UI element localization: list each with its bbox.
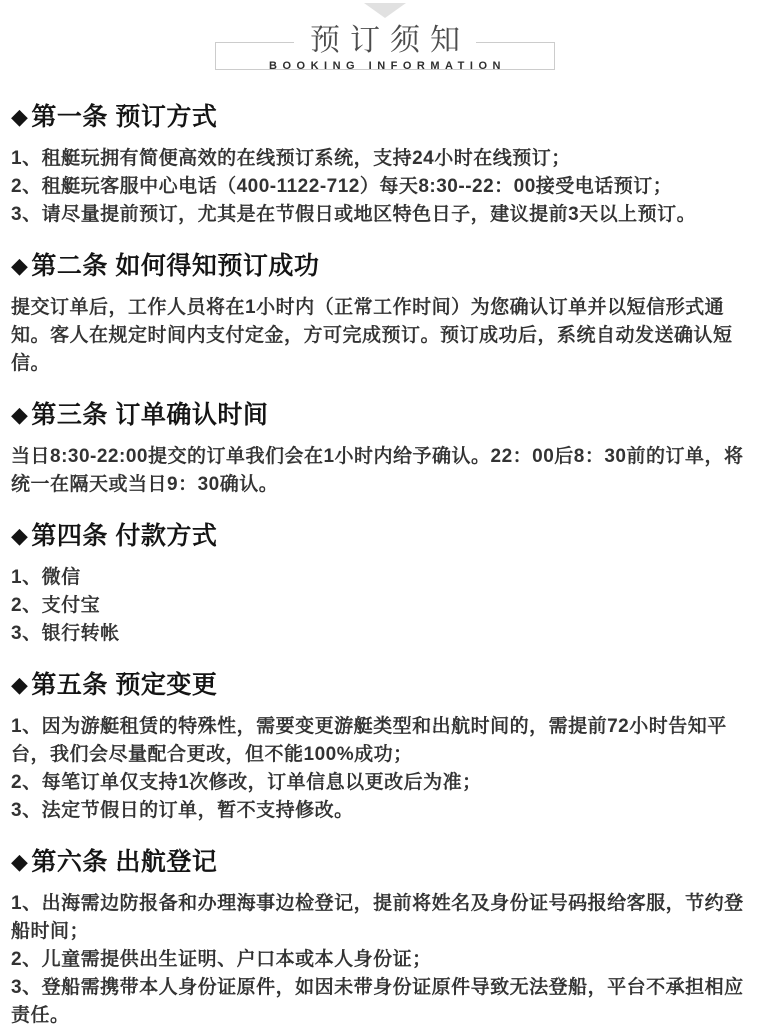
- list-item: 1、因为游艇租赁的特殊性，需要变更游艇类型和出航时间的，需提前72小时告知平台，我们会尽量配合更改，但不能100%成功；: [11, 716, 727, 765]
- section-heading-label: 第五条 预定变更: [31, 671, 218, 699]
- section-booking-change: [11, 670, 759, 825]
- list-item: 3、登船需携带本人身份证原件，如因未带身份证原件导致无法登船，平台不承担相应责任。: [11, 977, 744, 1026]
- list-item: 3、银行转帐: [11, 623, 120, 644]
- section-heading-label: 第六条 出航登记: [31, 848, 218, 876]
- paragraph: 提交订单后，工作人员将在1小时内（正常工作时间）为您确认订单并以短信形式通知。客人在规定时间内支付定金，方可完成预订。预订成功后，系统自动发送确认短信。: [11, 297, 733, 374]
- title-banner: [215, 26, 555, 76]
- list-item: 1、租艇玩拥有简便高效的在线预订系统，支持24小时在线预订；: [11, 148, 571, 169]
- section-heading: [11, 670, 759, 700]
- section-heading-label: 第三条 订单确认时间: [31, 401, 269, 429]
- section-heading: [11, 847, 759, 877]
- section-departure-registration: [11, 847, 759, 1030]
- list-item: 2、每笔订单仅支持1次修改，订单信息以更改后为准；: [11, 772, 482, 793]
- section-payment-method: [11, 521, 759, 648]
- section-heading: [11, 400, 759, 430]
- section-order-confirm-time: [11, 400, 759, 499]
- section-booking-method: [11, 102, 759, 229]
- section-heading-label: 第四条 付款方式: [31, 522, 218, 550]
- section-booking-confirmation: [11, 251, 759, 378]
- diamond-icon: ◆: [11, 253, 29, 278]
- content: [0, 102, 770, 1030]
- list-item: 3、法定节假日的订单，暂不支持修改。: [11, 800, 354, 821]
- section-heading: [11, 521, 759, 551]
- page-title: 预订须知: [294, 26, 476, 56]
- list-item: 2、儿童需提供出生证明、户口本或本人身份证；: [11, 949, 432, 970]
- diamond-icon: ◆: [11, 672, 29, 697]
- list-item: 3、请尽量提前预订，尤其是在节假日或地区特色日子，建议提前3天以上预订。: [11, 204, 697, 225]
- section-heading-label: 第二条 如何得知预订成功: [31, 252, 320, 280]
- list-item: 2、支付宝: [11, 595, 101, 616]
- diamond-icon: ◆: [11, 104, 29, 129]
- paragraph: 当日8:30-22:00提交的订单我们会在1小时内给予确认。22：00后8：30前的订单，将统一在隔天或当日9：30确认。: [11, 446, 744, 495]
- triangle-down-icon: [364, 3, 406, 18]
- diamond-icon: ◆: [11, 523, 29, 548]
- page-subtitle: BOOKING INFORMATION: [269, 60, 506, 72]
- section-heading: [11, 251, 759, 281]
- diamond-icon: ◆: [11, 402, 29, 427]
- section-heading-label: 第一条 预订方式: [31, 103, 218, 131]
- list-item: 2、租艇玩客服中心电话（400-1122-712）每天8:30--22：00接受电话预订；: [11, 176, 673, 197]
- list-item: 1、出海需边防报备和办理海事边检登记，提前将姓名及身份证号码报给客服，节约登船时间；: [11, 893, 744, 942]
- list-item: 1、微信: [11, 567, 81, 588]
- section-heading: [11, 102, 759, 132]
- diamond-icon: ◆: [11, 849, 29, 874]
